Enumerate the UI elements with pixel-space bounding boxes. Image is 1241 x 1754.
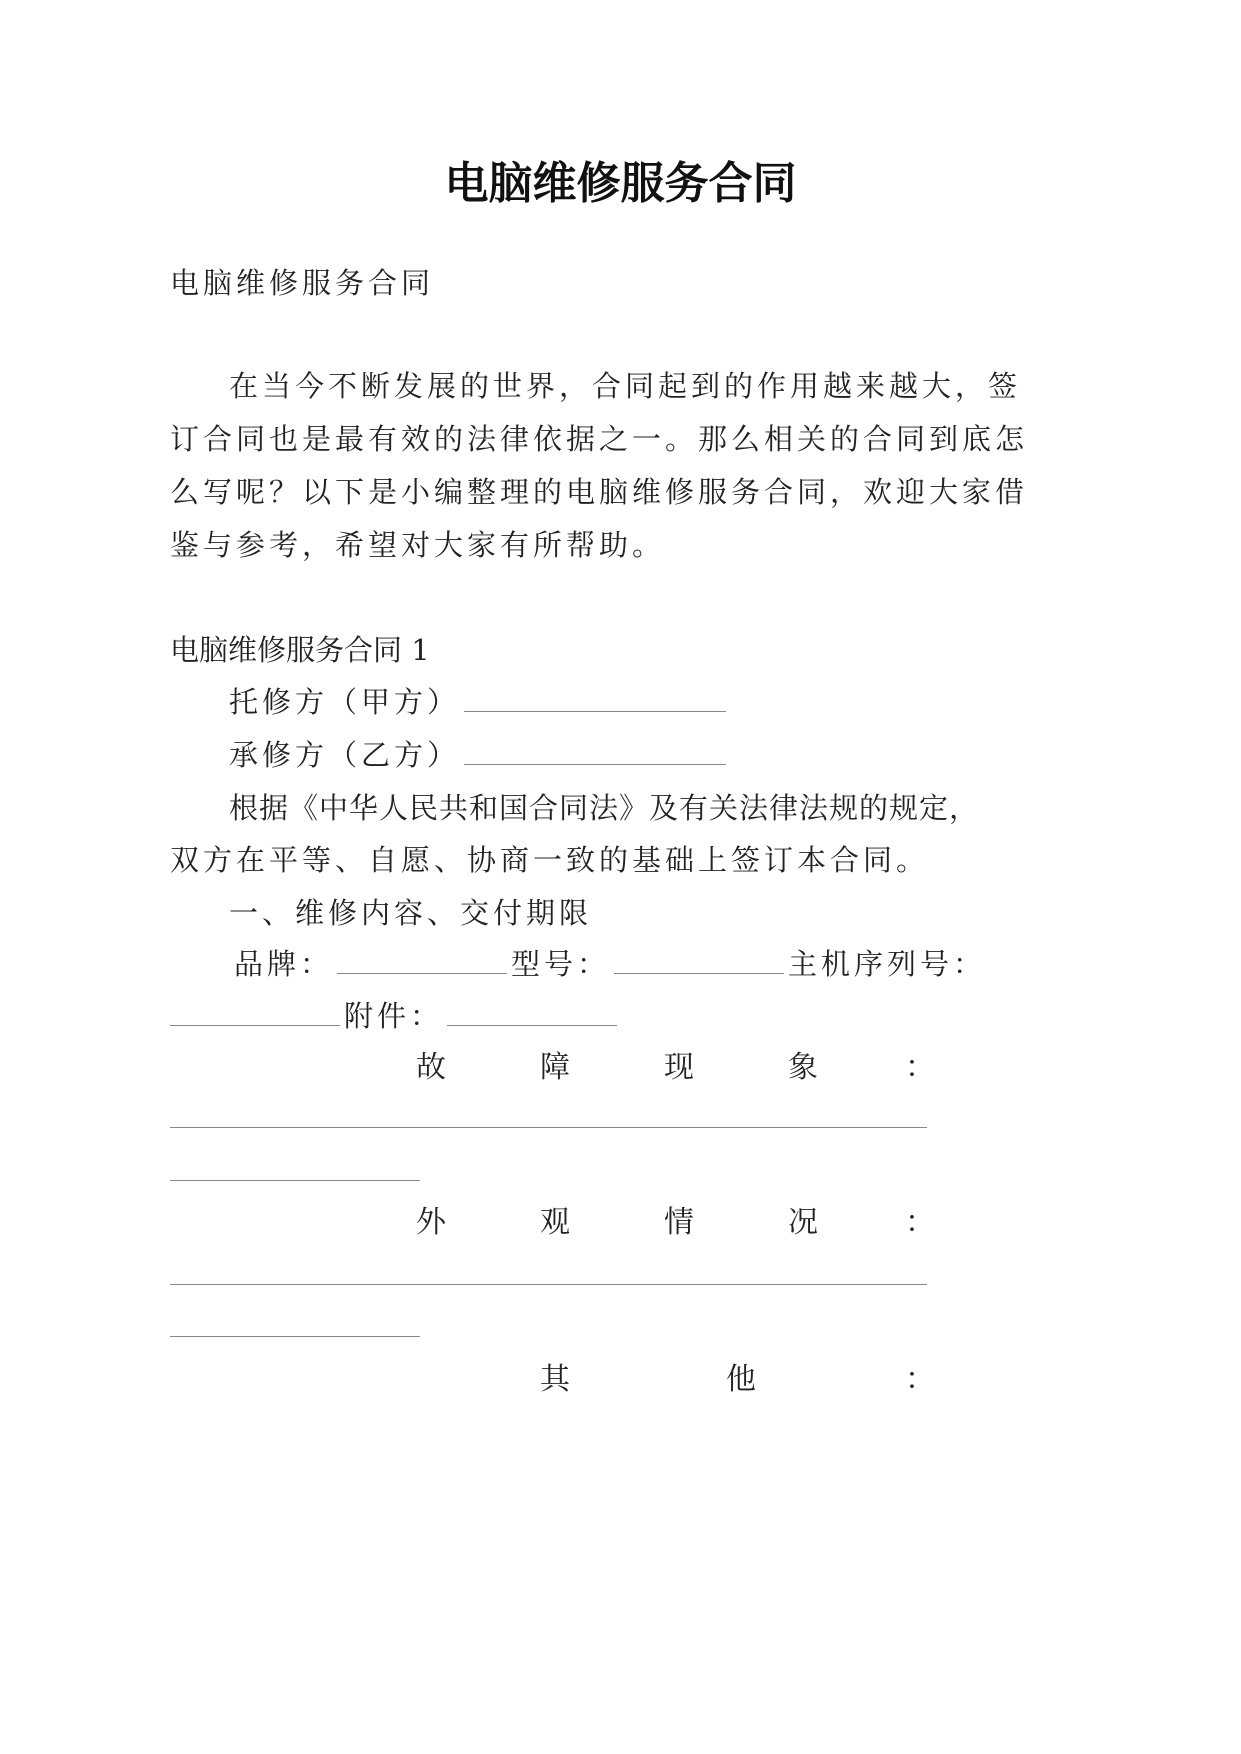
appearance-colon: ： (905, 1205, 935, 1240)
accessories-label: 附件： (344, 999, 444, 1033)
brand-label: 品牌： (234, 947, 334, 981)
other-char-2: 他 (726, 1362, 756, 1397)
fault-char-3: 现 (664, 1050, 694, 1085)
appearance-blank-line-1[interactable] (170, 1284, 927, 1285)
serial-blank[interactable] (170, 1003, 340, 1026)
document-title: 电脑维修服务合同 (444, 158, 797, 209)
party-b-label: 承修方（乙方） (229, 738, 461, 772)
appearance-char-1: 外 (416, 1205, 446, 1240)
party-a-blank[interactable] (464, 689, 726, 712)
appearance-char-4: 况 (788, 1205, 818, 1240)
clause-one-heading: 一、维修内容、交付期限 (229, 896, 593, 930)
model-blank[interactable] (614, 951, 784, 974)
basis-line-1: 根据《中华人民共和国合同法》及有关法律法规的规定， (229, 791, 980, 825)
fault-char-1: 故 (416, 1050, 446, 1085)
accessories-blank[interactable] (447, 1003, 617, 1026)
appearance-char-3: 情 (664, 1205, 694, 1240)
fault-blank-line-2[interactable] (170, 1180, 420, 1181)
party-a-label: 托修方（甲方） (229, 685, 461, 719)
basis-line-2: 双方在平等、自愿、协商一致的基础上签订本合同。 (170, 843, 930, 877)
appearance-blank-line-2[interactable] (170, 1336, 420, 1337)
device-fields-row (234, 946, 986, 982)
party-b-blank[interactable] (464, 742, 726, 765)
appearance-char-2: 观 (540, 1205, 570, 1240)
intro-line-3: 么写呢？以下是小编整理的电脑维修服务合同，欢迎大家借 (170, 475, 1029, 509)
fault-char-4: 象 (788, 1050, 818, 1085)
other-colon: ： (905, 1362, 935, 1397)
brand-blank[interactable] (337, 951, 507, 974)
fault-blank-line-1[interactable] (170, 1127, 927, 1128)
serial-label: 主机序列号： (788, 947, 987, 981)
model-label: 型号： (511, 947, 611, 981)
fault-colon: ： (905, 1050, 935, 1085)
section-heading: 电脑维修服务合同 1 (170, 633, 430, 667)
intro-line-4: 鉴与参考，希望对大家有所帮助。 (170, 528, 666, 562)
fault-char-2: 障 (540, 1050, 570, 1085)
document-subtitle: 电脑维修服务合同 (170, 266, 435, 300)
intro-line-1: 在当今不断发展的世界，合同起到的作用越来越大，签 (229, 369, 1022, 403)
accessories-row (170, 998, 621, 1034)
party-a-row (229, 684, 730, 720)
other-char-1: 其 (540, 1362, 570, 1397)
intro-line-2: 订合同也是最有效的法律依据之一。那么相关的合同到底怎 (170, 422, 1029, 456)
party-b-row (229, 737, 730, 773)
